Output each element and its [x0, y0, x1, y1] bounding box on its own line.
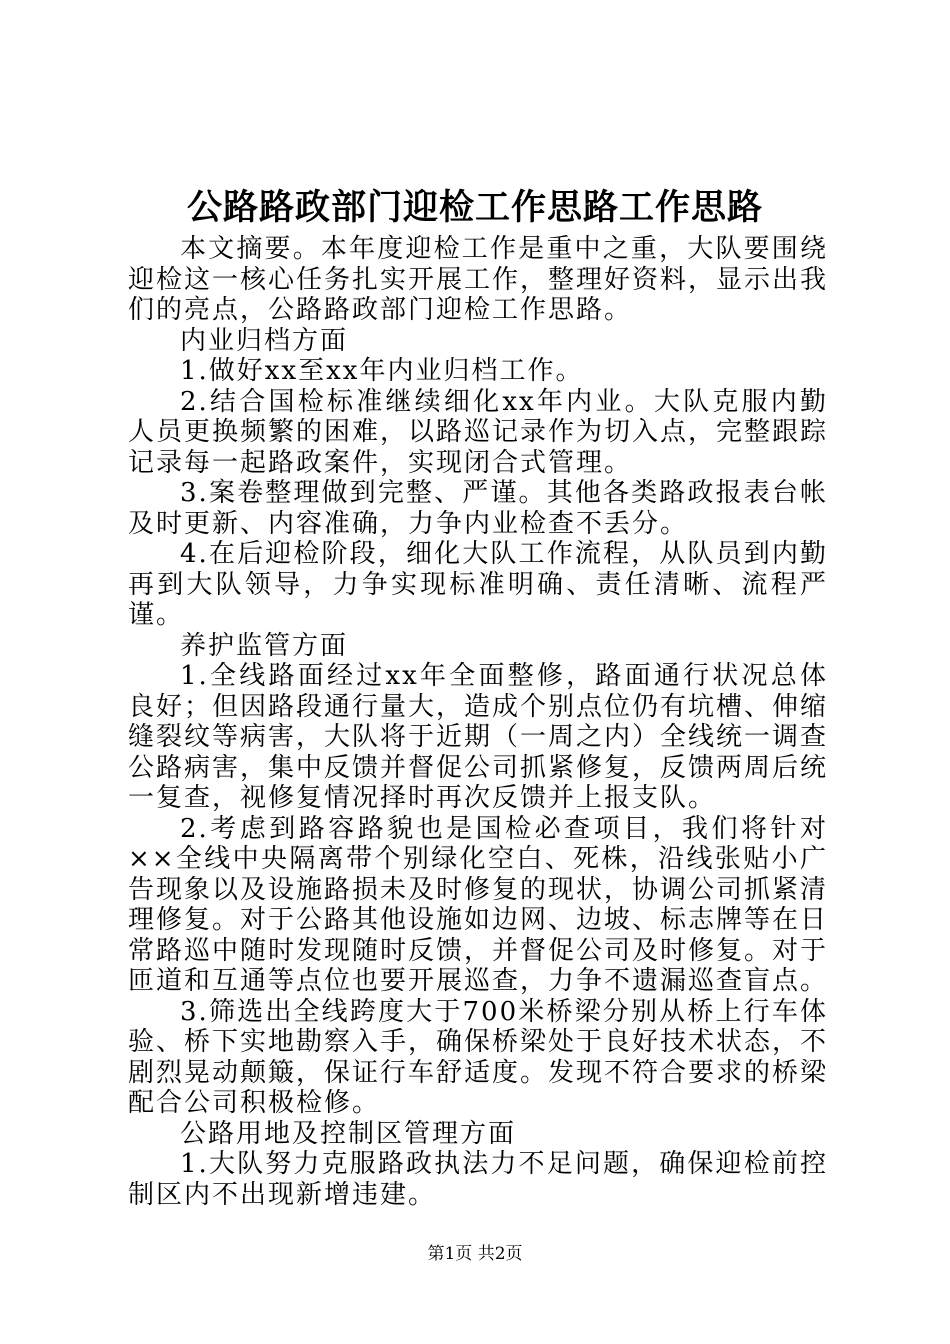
page-footer: 第1页 共2页	[427, 1244, 523, 1264]
section-heading-maintenance: 养护监管方面	[180, 630, 349, 661]
paragraph-item: 2.结合国检标准继续细化xx年内业。大队克服内勤人员更换频繁的困难，以路巡记录作为切入点，完整跟踪记录每一起路政案件，实现闭合式管理。	[128, 386, 829, 478]
paragraph-item: 1.做好xx至xx年内业归档工作。	[180, 356, 584, 386]
paragraph-item: 1.大队努力克服路政执法力不足问题，确保迎检前控制区内不出现新增违建。	[128, 1149, 828, 1210]
paragraph-item: 3.筛选出全线跨度大于700米桥梁分别从桥上行车体验、桥下实地勘察入手，确保桥梁处于良好技术状态，不剧烈晃动颠簸，保证行车舒适度。发现不符合要求的桥梁配合公司积极检修。	[128, 996, 829, 1118]
document-body	[128, 234, 828, 1210]
paragraph-item: 4.在后迎检阶段，细化大队工作流程，从队员到内勤再到大队领导，力争实现标准明确、责任清晰、流程严谨。	[128, 539, 828, 630]
paragraph-item: 2.考虑到路容路貌也是国检必查项目，我们将针对××全线中央隔离带个别绿化空白、死株，沿线张贴小广告现象以及设施路损未及时修复的现状，协调公司抓紧清理修复。对于公路其他设施如边网、边坡、标志牌等在日常路巡中随时发现随时反馈，并督促公司及时修复。对于匝道和互通等点位也要开展巡查，力争不遗漏巡查盲点。	[128, 813, 829, 996]
paragraph-item: 3.案卷整理做到完整、严谨。其他各类路政报表台帐及时更新、内容准确，力争内业检查不丢分。	[128, 478, 828, 539]
paragraph-item: 1.全线路面经过xx年全面整修，路面通行状况总体良好；但因路段通行量大，造成个别点位仍有坑槽、伸缩缝裂纹等病害，大队将于近期（一周之内）全线统一调查公路病害，集中反馈并督促公司抓紧修复，反馈两周后统一复查，视修复情况择时再次反馈并上报支队。	[128, 661, 829, 813]
paragraph-summary: 本文摘要。本年度迎检工作是重中之重，大队要围绕迎检这一核心任务扎实开展工作，整理好资料，显示出我们的亮点，公路路政部门迎检工作思路。	[128, 234, 829, 325]
section-heading-land-control: 公路用地及控制区管理方面	[180, 1118, 517, 1149]
section-heading-internal-archive: 内业归档方面	[180, 325, 349, 356]
document-title: 公路路政部门迎检工作思路工作思路	[186, 187, 763, 228]
